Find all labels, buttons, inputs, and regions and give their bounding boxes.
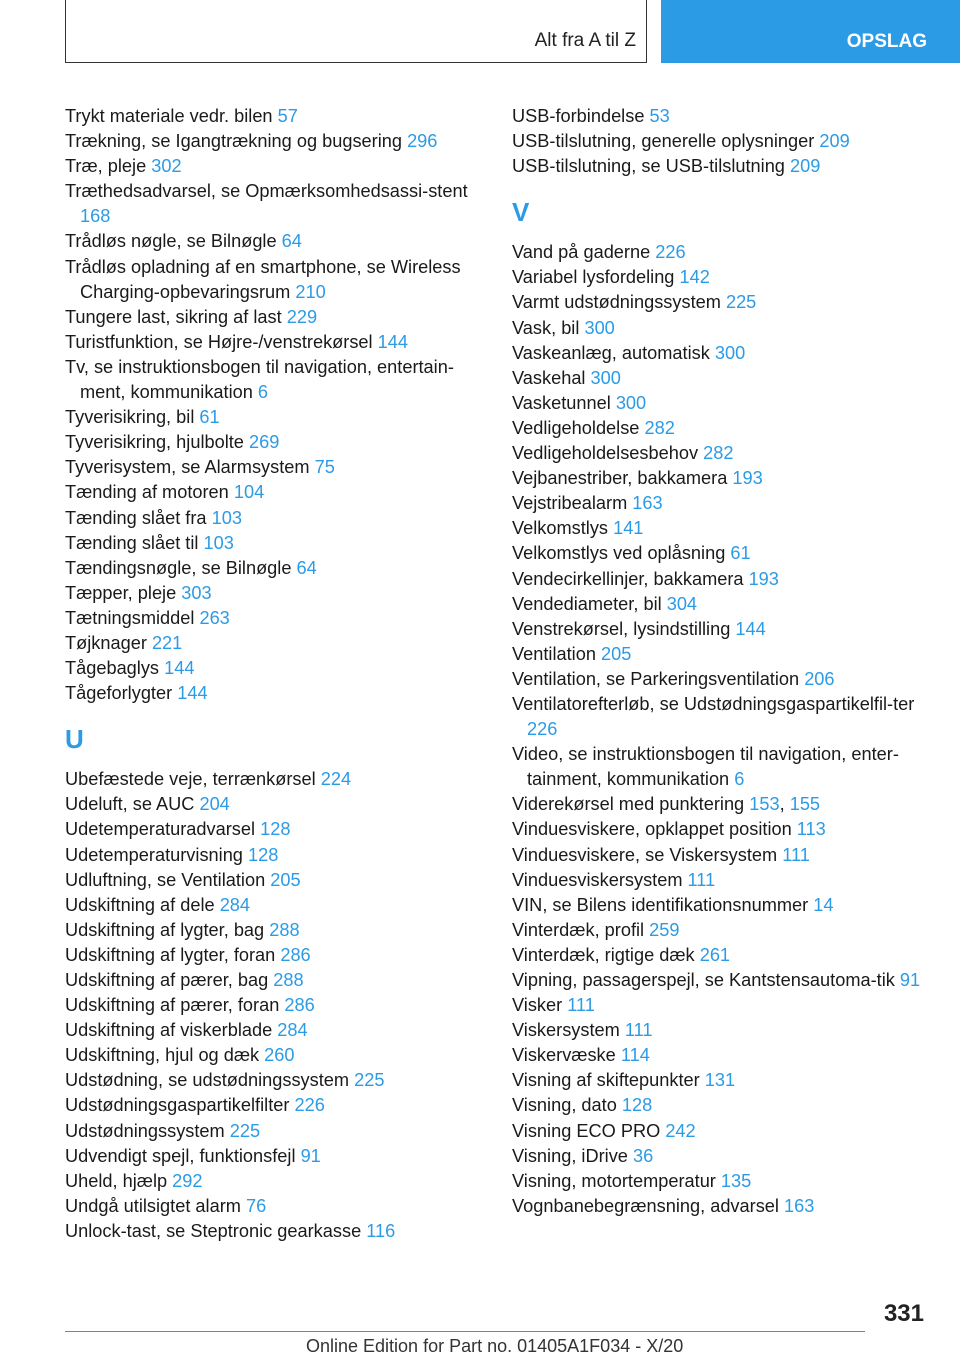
page-reference-link[interactable]: 144	[377, 331, 408, 352]
index-entry-text: Tågebaglys	[65, 658, 165, 679]
page-reference-link[interactable]: 225	[229, 1120, 261, 1141]
index-entry	[65, 581, 495, 606]
index-entry-text: Variabel lysfordeling	[512, 267, 680, 288]
index-entry	[512, 1093, 942, 1118]
page-reference-link[interactable]: 225	[354, 1070, 385, 1091]
index-entry	[512, 1144, 942, 1169]
page-reference-link[interactable]: 224	[320, 769, 352, 790]
page-reference-link[interactable]: 141	[613, 518, 644, 539]
page-reference-link[interactable]: 300	[714, 342, 746, 363]
page-reference-link[interactable]: 269	[248, 432, 280, 453]
index-entry	[65, 656, 495, 681]
index-entry-text: Trådløs opladning af en smartphone, se Wireless Charging-opbevaringsrum	[65, 256, 461, 302]
index-entry-text: Udstødningsgaspartikelfilter	[65, 1095, 295, 1116]
index-entry	[512, 104, 942, 129]
index-entry	[512, 993, 942, 1018]
page-reference-link[interactable]: 288	[273, 970, 304, 990]
index-entry-text: Tænding af motoren	[65, 482, 234, 503]
index-entry	[65, 1194, 495, 1219]
index-entry	[512, 1018, 942, 1043]
page-number: 331	[883, 1300, 924, 1327]
index-entry-text: Velkomstlys	[512, 518, 614, 539]
page-reference-link[interactable]: 153	[749, 794, 780, 815]
index-entry	[512, 391, 942, 416]
index-entry	[65, 455, 495, 480]
index-entry	[65, 506, 495, 531]
index-entry	[512, 968, 942, 993]
index-entry-text: USB-tilslutning, generelle oplysninger	[512, 131, 820, 152]
index-entry	[512, 868, 942, 893]
tab-opslag[interactable]	[661, 0, 960, 63]
page-reference-link[interactable]: 111	[567, 995, 595, 1016]
index-entry-text: Udskiftning af pærer, bag	[65, 970, 274, 990]
index-entry-text: Viskervæske	[512, 1045, 621, 1066]
page-reference-link[interactable]: 206	[804, 668, 835, 689]
index-entry-text: Vendecirkellinjer, bakkamera	[512, 568, 749, 589]
page-reference-link[interactable]: 144	[177, 683, 208, 704]
index-entry	[512, 541, 942, 566]
index-entry	[65, 129, 495, 154]
index-entry-text: VIN, se Bilens identifikationsnummer	[512, 894, 814, 915]
index-entry	[512, 366, 942, 391]
page-reference-link[interactable]: 209	[819, 131, 850, 152]
index-entry-text: Vinduesviskere, se Viskersystem	[512, 844, 783, 865]
index-entry-text: Vejbanestriber, bakkamera	[512, 468, 733, 489]
page-reference-link[interactable]: 226	[527, 719, 558, 740]
page-reference-link[interactable]: 284	[219, 894, 251, 915]
page-reference-link[interactable]: 205	[270, 869, 301, 890]
index-entry-text: Udskiftning af lygter, bag	[65, 919, 270, 940]
index-entry	[65, 1119, 495, 1144]
index-entry-text: Tændingsnøgle, se Bilnøgle	[65, 557, 297, 578]
index-entry	[65, 918, 495, 943]
index-entry-text: Træthedsadvarsel, se Opmærksomhedsassi-stent	[65, 181, 468, 202]
index-entry	[512, 1043, 942, 1068]
header-section-box	[65, 0, 647, 63]
page-reference-link[interactable]: 144	[735, 618, 766, 639]
page-reference-link[interactable]: 128	[247, 844, 279, 865]
index-entry	[512, 441, 942, 466]
index-entry-text: Visker	[512, 995, 568, 1016]
page-reference-link[interactable]: 61	[199, 407, 220, 428]
index-entry	[512, 692, 942, 742]
page-reference-link[interactable]: 116	[366, 1220, 396, 1241]
index-letter-heading: V	[512, 197, 530, 228]
page-reference-link[interactable]: 261	[699, 944, 731, 965]
index-entry-text: Udetemperaturvisning	[65, 844, 248, 865]
page-reference-link[interactable]: 263	[199, 607, 230, 628]
index-entry-text: Tæpper, pleje	[65, 582, 182, 603]
footer-divider	[65, 1331, 865, 1332]
index-entry	[65, 631, 495, 656]
index-entry-text: Udvendigt spejl, funktionsfejl	[65, 1145, 301, 1166]
page-reference-link[interactable]: 128	[260, 819, 291, 840]
page-reference-link[interactable]: 61	[730, 543, 751, 564]
index-entry-text: Udskiftning af lygter, foran	[65, 944, 281, 965]
index-entry	[65, 1018, 495, 1043]
index-entry-text: Udskiftning, hjul og dæk	[65, 1045, 265, 1066]
page-reference-link[interactable]: 111	[782, 844, 810, 865]
index-entry-text: Tyverisikring, hjulbolte	[65, 432, 249, 453]
index-entry	[65, 255, 495, 305]
index-entry	[512, 592, 942, 617]
index-entry	[512, 1068, 942, 1093]
index-entry-text: Vejstribealarm	[512, 493, 633, 514]
index-entry-text: Trækning, se Igangtrækning og bugsering	[65, 131, 408, 152]
index-entry-text: Turistfunktion, se Højre-/venstrekørsel	[65, 331, 378, 352]
index-entry	[512, 129, 942, 154]
index-entry	[512, 316, 942, 341]
index-entry-text: Tyverisikring, bil	[65, 407, 200, 428]
page-reference-link[interactable]: 210	[295, 281, 326, 302]
page-reference-link[interactable]: 111	[687, 869, 716, 890]
index-entry	[65, 305, 495, 330]
index-entry-text: Udskiftning af viskerblade	[65, 1020, 278, 1041]
footer-edition: Online Edition for Part no. 01405A1F034 - X/20	[306, 1336, 684, 1356]
index-entry-text: Tætningsmiddel	[65, 607, 200, 628]
page-reference-link[interactable]: 226	[655, 242, 686, 263]
page-reference-link[interactable]: 282	[644, 417, 675, 438]
index-entry	[512, 617, 942, 642]
index-entry	[65, 154, 495, 179]
index-entry	[65, 1043, 495, 1068]
page-reference-link[interactable]: 114	[620, 1045, 650, 1066]
index-entry	[65, 893, 495, 918]
index-entry	[65, 968, 495, 993]
page-reference-link[interactable]: 64	[281, 231, 302, 252]
index-entry	[65, 480, 495, 505]
index-entry-text: Tungere last, sikring af last	[65, 306, 287, 327]
index-entry-text: Undgå utilsigtet alarm	[65, 1195, 246, 1216]
index-entry-text: Vasketunnel	[512, 392, 616, 413]
index-entry-text: Ventilation, se Parkeringsventilation	[512, 668, 805, 689]
page-reference-link[interactable]: 91	[899, 970, 921, 990]
index-column-right	[512, 104, 942, 1219]
index-entry-text: Trykt materiale vedr. bilen	[65, 106, 278, 126]
index-entry-text: Vedligeholdelsesbehov	[512, 443, 704, 464]
index-entry	[65, 606, 495, 631]
page-reference-link[interactable]: 259	[649, 919, 680, 940]
index-entry-text: Tænding slået fra	[65, 507, 212, 528]
page-reference-link[interactable]: 163	[632, 493, 663, 514]
page-reference-link[interactable]: 296	[407, 131, 438, 152]
index-entry	[512, 154, 942, 179]
index-entry-text: Viskersystem	[512, 1020, 625, 1041]
index-entry	[65, 355, 495, 405]
index-entry-text: Udetemperaturadvarsel	[65, 819, 261, 840]
index-letter-heading: U	[65, 724, 84, 755]
index-entry	[512, 918, 942, 943]
page-reference-link[interactable]: 300	[615, 392, 647, 413]
index-entry-text: USB-tilslutning, se USB-tilslutning	[512, 156, 790, 177]
page-reference-link[interactable]: 155	[789, 794, 821, 815]
page-reference-link[interactable]: 131	[704, 1070, 736, 1091]
index-entry-text: Visning, dato	[512, 1095, 622, 1116]
page-reference-link[interactable]: 304	[666, 593, 698, 614]
index-entry-text: Udluftning, se Ventilation	[65, 869, 271, 890]
page-reference-link[interactable]: 205	[600, 643, 632, 664]
page-reference-link[interactable]: 113	[796, 819, 826, 840]
index-entry-text: Vendediameter, bil	[512, 593, 667, 614]
index-entry-text: Udstødningssystem	[65, 1120, 230, 1141]
page-reference-link[interactable]: 242	[665, 1120, 696, 1141]
index-entry-text: Vipning, passagerspejl, se Kantstensautoma-tik	[512, 970, 900, 990]
page-reference-link[interactable]: 53	[649, 106, 670, 126]
page-reference-link[interactable]: 163	[784, 1195, 815, 1216]
page-reference-link[interactable]: 91	[300, 1145, 321, 1166]
index-entry-text: Vinduesviskersystem	[512, 869, 688, 890]
index-entry	[65, 104, 495, 129]
page-reference-link[interactable]: 104	[233, 482, 265, 503]
index-entry-text: Udskiftning af dele	[65, 894, 220, 915]
page-reference-link[interactable]: 14	[813, 894, 834, 915]
page-reference-link[interactable]: 135	[720, 1170, 752, 1191]
section-title: Alt fra A til Z	[534, 30, 636, 51]
page-reference-link[interactable]: 57	[277, 106, 298, 126]
index-entry-text: Tv, se instruktionsbogen til navigation, entertain-ment, kommunikation	[65, 356, 454, 403]
index-entry-text: Visning af skiftepunkter	[512, 1070, 705, 1091]
index-entry	[65, 817, 495, 842]
index-entry-text: Venstrekørsel, lysindstilling	[512, 618, 736, 639]
page-reference-link[interactable]: 229	[286, 306, 318, 327]
index-entry-text: Vinterdæk, profil	[512, 919, 650, 940]
index-entry-text: Vinterdæk, rigtige dæk	[512, 944, 700, 965]
page-reference-link[interactable]: 142	[679, 267, 710, 288]
index-entry	[65, 1219, 495, 1244]
page-reference-link[interactable]: 302	[151, 156, 182, 177]
index-entry-text: Visning, iDrive	[512, 1145, 633, 1166]
index-entry	[65, 531, 495, 556]
index-entry	[512, 416, 942, 441]
index-entry-text: Velkomstlys ved oplåsning	[512, 543, 731, 564]
index-entry-text: Vaskeanlæg, automatisk	[512, 342, 715, 363]
page-reference-link[interactable]: 64	[296, 557, 317, 578]
index-entry-text: Vognbanebegrænsning, advarsel	[512, 1195, 785, 1216]
index-entry-text: Varmt udstødningssystem	[512, 292, 726, 313]
index-entry	[65, 330, 495, 355]
index-entry-text: Træ, pleje	[65, 156, 152, 177]
page-reference-link[interactable]: 76	[245, 1195, 267, 1216]
index-entry	[512, 516, 942, 541]
index-column-left	[65, 104, 495, 1244]
index-entry	[65, 1068, 495, 1093]
page-reference-link[interactable]: 303	[181, 582, 212, 603]
page-reference-link[interactable]: 286	[284, 995, 315, 1016]
index-entry-text: Uheld, hjælp	[65, 1170, 173, 1191]
index-entry	[512, 1194, 942, 1219]
index-entry-text: Vedligeholdelse	[512, 417, 645, 438]
page-reference-link[interactable]: 225	[725, 292, 757, 313]
index-entry-text: Tænding slået til	[65, 532, 204, 553]
index-entry	[512, 817, 942, 842]
index-entry	[65, 993, 495, 1018]
index-entry	[512, 265, 942, 290]
index-entry-text: Vinduesviskere, opklappet position	[512, 819, 797, 840]
page-reference-link[interactable]: 103	[211, 507, 242, 528]
index-entry-text: Visning ECO PRO	[512, 1120, 666, 1141]
page-reference-link[interactable]: 36	[632, 1145, 654, 1166]
page-reference-link[interactable]: 288	[269, 919, 300, 940]
index-entry-text: Tyverisystem, se Alarmsystem	[65, 457, 315, 478]
index-entry-text: Vask, bil	[512, 317, 585, 338]
page-reference-link[interactable]: 75	[314, 457, 335, 478]
page-reference-link[interactable]: 284	[277, 1020, 308, 1041]
index-entry	[65, 430, 495, 455]
index-entry	[65, 1144, 495, 1169]
index-entry-text: Visning, motortemperatur	[512, 1170, 721, 1191]
page-reference-link[interactable]: 209	[789, 156, 821, 177]
index-entry	[512, 742, 942, 792]
page-reference-link[interactable]: 6	[257, 382, 269, 403]
index-entry-text: Udskiftning af pærer, foran	[65, 995, 285, 1016]
index-entry	[65, 179, 495, 229]
index-entry	[65, 1093, 495, 1118]
index-entry	[65, 556, 495, 581]
index-entry	[65, 1169, 495, 1194]
page-reference-link[interactable]: 103	[203, 532, 234, 553]
page-reference-link[interactable]: 221	[151, 632, 183, 653]
index-entry-text: Tågeforlygter	[65, 683, 178, 704]
page-reference-link[interactable]: 300	[584, 317, 615, 338]
page-reference-link[interactable]: 204	[199, 794, 230, 815]
index-entry-text: Ventilation	[512, 643, 601, 664]
index-entry	[512, 893, 942, 918]
index-entry	[512, 567, 942, 592]
index-entry: Viderekørsel med punktering 153, 155	[512, 794, 821, 815]
index-entry	[65, 843, 495, 868]
index-entry	[65, 681, 495, 706]
page-reference-link[interactable]: 260	[264, 1045, 295, 1066]
index-entry-text: Vaskehal	[512, 367, 591, 388]
index-entry-text: Ubefæstede veje, terrænkørsel	[65, 769, 321, 790]
index-entry-text: Ventilatorefterløb, se Udstødningsgaspartikelfil-ter	[512, 693, 915, 714]
index-entry-text: Viderekørsel med punktering	[512, 794, 750, 815]
index-entry	[512, 240, 942, 265]
page-reference-link[interactable]: 292	[172, 1170, 203, 1191]
page-reference-link[interactable]: 168	[80, 206, 111, 227]
tab-opslag-label: OPSLAG	[846, 31, 927, 52]
index-entry	[512, 667, 942, 692]
index-entry-text: Unlock-tast, se Steptronic gearkasse	[65, 1220, 367, 1241]
index-entry	[512, 1169, 942, 1194]
index-entry	[512, 642, 942, 667]
index-entry	[512, 943, 942, 968]
page-reference-link[interactable]: 193	[732, 468, 763, 489]
index-entry-text: Udstødning, se udstødningssystem	[65, 1070, 355, 1091]
index-entry-text: Video, se instruktionsbogen til navigation, enter-tainment, kommunikation	[512, 744, 899, 790]
page-reference-link[interactable]: 111	[624, 1020, 653, 1041]
index-entry	[512, 290, 942, 315]
index-entry	[512, 466, 942, 491]
index-entry-text: Vand på gaderne	[512, 242, 656, 263]
index-entry	[65, 767, 495, 792]
index-entry-text: Udeluft, se AUC	[65, 794, 200, 815]
index-entry	[512, 341, 942, 366]
page-reference-link[interactable]: 144	[164, 658, 195, 679]
index-entry	[65, 229, 495, 254]
page-reference-link[interactable]: 286	[280, 944, 311, 965]
page-reference-link[interactable]: 128	[621, 1095, 653, 1116]
index-entry	[65, 792, 495, 817]
index-entry-text: USB-forbindelse	[512, 106, 650, 126]
page-reference-link[interactable]: 6	[734, 769, 745, 790]
page-reference-link[interactable]: 226	[294, 1095, 325, 1116]
index-entry	[65, 868, 495, 893]
index-entry-text: Trådløs nøgle, se Bilnøgle	[65, 231, 282, 252]
page-reference-link[interactable]: 193	[748, 568, 779, 589]
page-reference-link[interactable]: 300	[590, 367, 621, 388]
index-entry	[65, 405, 495, 430]
index-entry	[512, 1119, 942, 1144]
index-entry	[65, 943, 495, 968]
page-reference-link[interactable]: 282	[703, 443, 734, 464]
index-entry-text: Tøjknager	[65, 632, 152, 653]
index-entry	[512, 843, 942, 868]
index-entry	[512, 491, 942, 516]
